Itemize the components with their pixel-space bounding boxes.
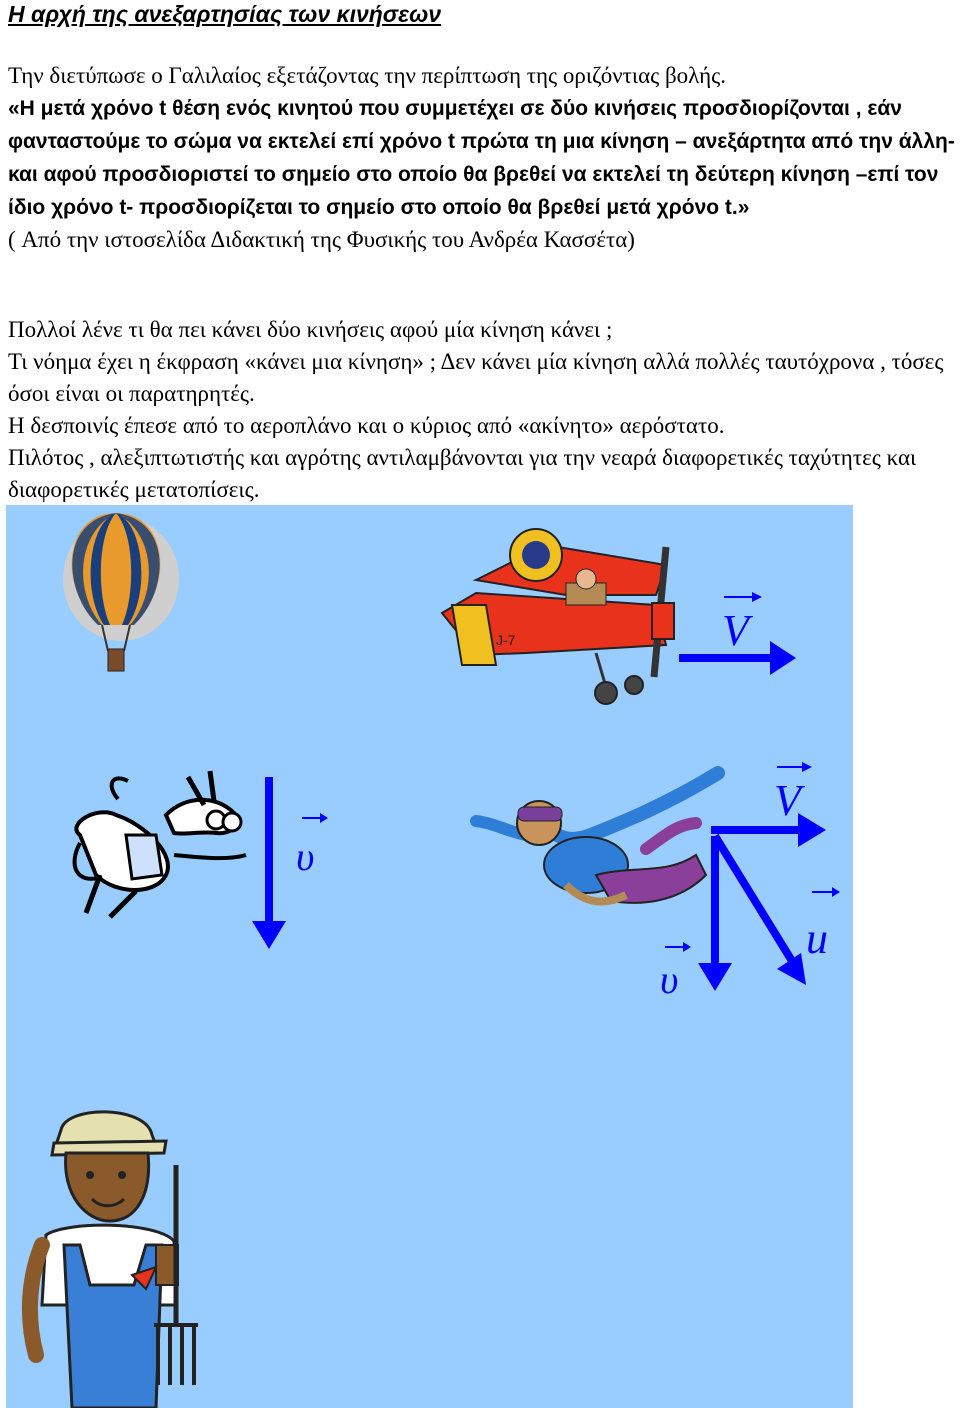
source-citation: ( Από την ιστοσελίδα Διδακτική της Φυσικής του Ανδρέα Κασσέτα) [8, 227, 635, 252]
page-title: Η αρχή της ανεξαρτησίας των κινήσεων [8, 1, 442, 27]
discussion-paragraph [8, 314, 958, 506]
label-v-bottom: υ [660, 957, 679, 1002]
label-V-top: V [722, 606, 749, 655]
discussion-line-4: Πιλότος , αλεξιπτωτιστής και αγρότης αντιλαμβάνονται για την νεαρά διαφορετικές ταχύτητες και διαφορετικές μετατοπίσεις. [8, 445, 917, 502]
label-v-left: υ [296, 834, 315, 879]
label-u: u [806, 914, 828, 963]
plane-marking: J-7 [496, 632, 516, 648]
motion-figure [6, 505, 853, 1408]
discussion-line-2: Τι νόημα έχει η έκφραση «κάνει μια κίνηση» ; Δεν κάνει μία κίνηση αλλά πολλές ταυτόχρονα , τόσες όσοι είναι οι παρατηρητές. [8, 349, 944, 406]
intro-paragraph [8, 60, 958, 256]
discussion-line-1: Πολλοί λένε τι θα πει κάνει δύο κινήσεις αφού μία κίνηση κάνει ; [8, 317, 613, 342]
discussion-line-3: Η δεσποινίς έπεσε από το αεροπλάνο και ο κύριος από «ακίνητο» αερόστατο. [8, 413, 725, 438]
label-V-right: V [774, 776, 801, 825]
intro-text: Την διετύπωσε ο Γαλιλαίος εξετάζοντας την περίπτωση της οριζόντιας βολής. [8, 63, 727, 88]
galileo-quote: «Η μετά χρόνο t θέση ενός κινητού που συμμετέχει σε δύο κινήσεις προσδιορίζονται , εάν φανταστούμε το σώμα να εκτελεί επί χρόνο t πρώτα τη μια κίνηση – ανεξάρτητα από την άλλη- και αφού προσδιοριστεί το σημείο στο οποίο θα βρεθεί να εκτελεί τη δεύτερη κίνηση –επί τον ίδιο χρόνο t- προσδιορίζεται το σημείο στο οποίο θα βρεθεί μετά χρόνο t.» [8, 97, 955, 219]
